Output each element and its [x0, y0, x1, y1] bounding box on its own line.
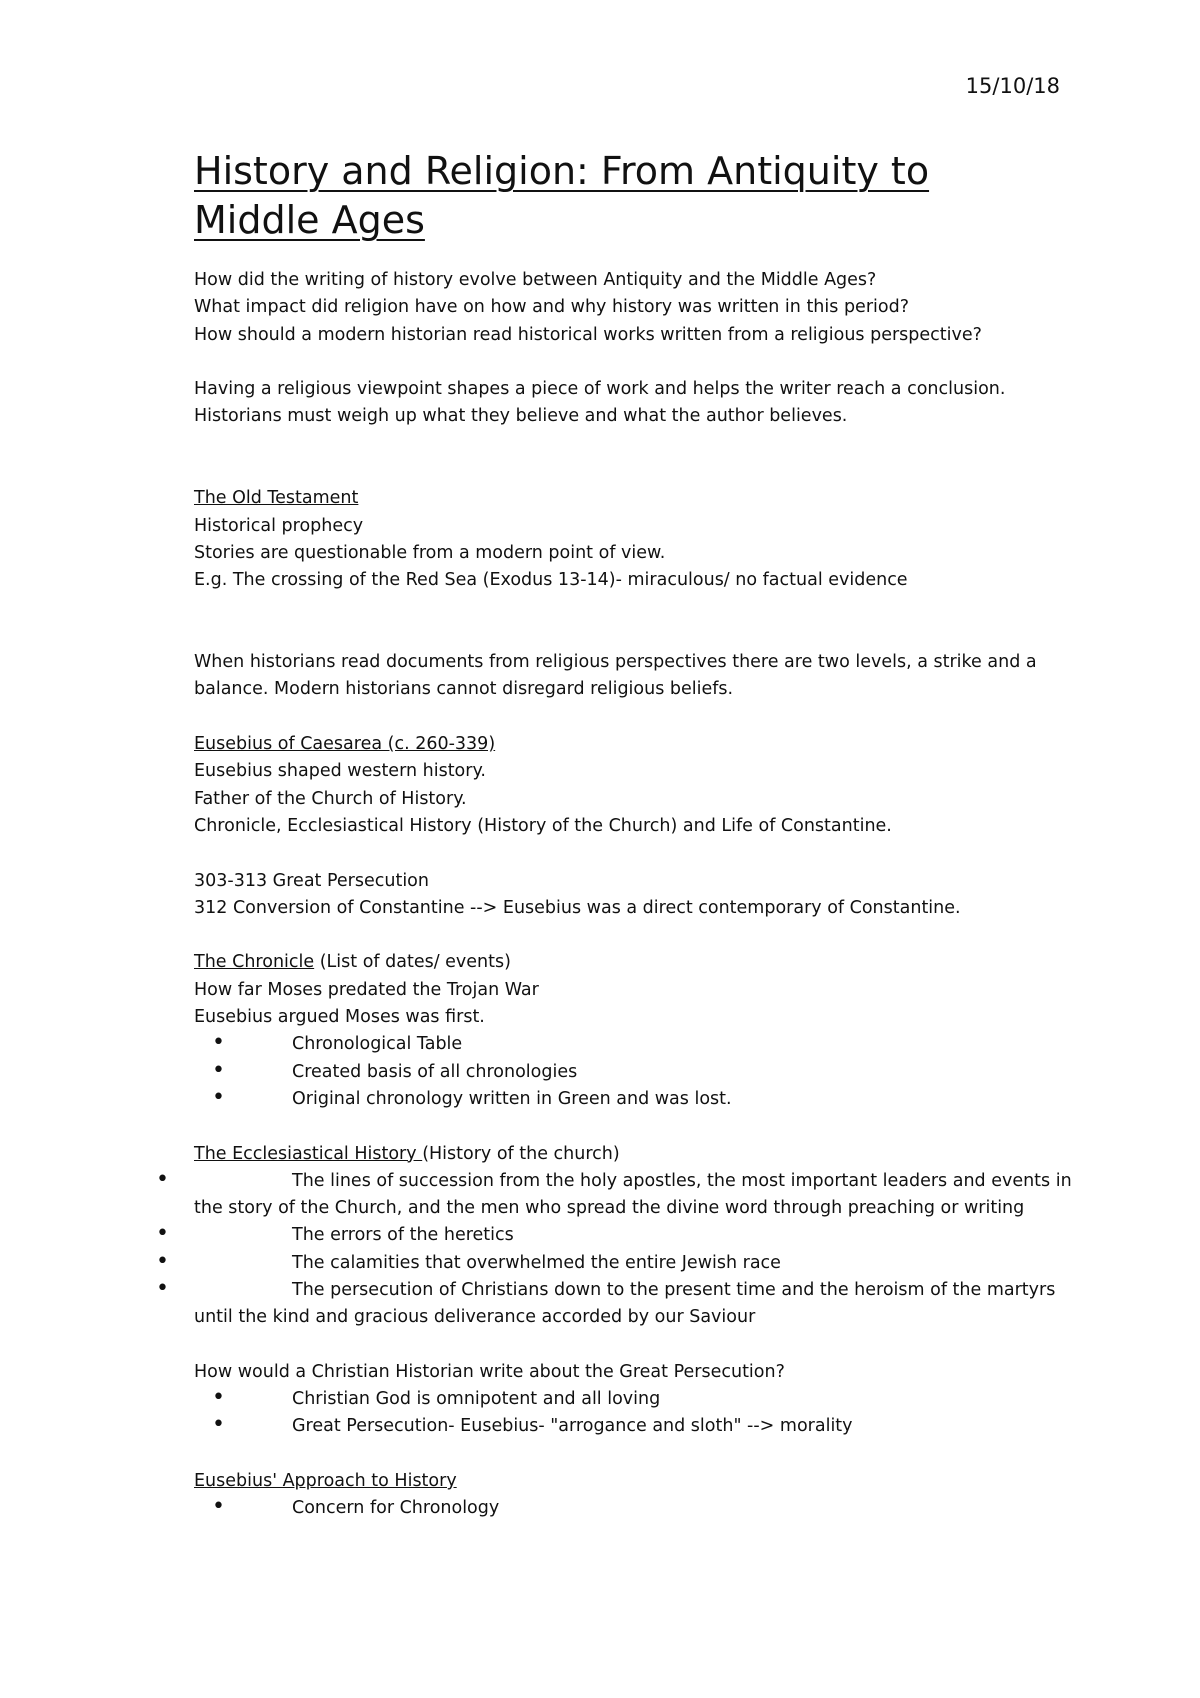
- bullet-item: • The lines of succession from the holy apostles, the most important leaders and events in the story of the Church, and the men who spread the divine word through preaching or writing: [194, 1168, 1074, 1223]
- old-testament-line: Historical prophecy: [194, 515, 364, 536]
- approach-bullet-list: [194, 1495, 1074, 1522]
- intro-question: How did the writing of history evolve between Antiquity and the Middle Ages?: [194, 270, 877, 290]
- chronicle-line: How far Moses predated the Trojan War: [194, 979, 539, 1000]
- ecclesiastical-heading-text: The Ecclesiastical History: [194, 1143, 423, 1164]
- eusebius-line: Chronicle, Ecclesiastical History (History of the Church) and Life of Constantine.: [194, 815, 892, 836]
- bullet-item: • Created basis of all chronologies: [194, 1059, 1074, 1086]
- ecclesiastical-heading-note: (History of the church): [422, 1143, 620, 1164]
- christian-historian-bullet-list: [194, 1386, 1074, 1441]
- document-date: 15/10/18: [965, 74, 1060, 98]
- bullet-item: • Great Persecution- Eusebius- "arrogance and sloth" --> morality: [194, 1413, 1074, 1440]
- date-line: 312 Conversion of Constantine --> Eusebius was a direct contemporary of Constantine.: [194, 897, 961, 918]
- date-line: 303-313 Great Persecution: [194, 870, 429, 891]
- section-heading-ecclesiastical: [194, 1141, 1074, 1168]
- bullet-item: • The persecution of Christians down to the present time and the heroism of the martyrs until the kind and gracious deliverance accorded by our Saviour: [194, 1277, 1074, 1332]
- intro-question: How should a modern historian read historical works written from a religious perspective?: [194, 324, 982, 345]
- bullet-item: • The errors of the heretics: [194, 1222, 1074, 1249]
- chronicle-line: Eusebius argued Moses was first.: [194, 1007, 485, 1028]
- bullet-item: • Original chronology written in Green and was lost.: [194, 1086, 1074, 1113]
- christian-historian-question: How would a Christian Historian write about the Great Persecution?: [194, 1361, 785, 1382]
- ecclesiastical-bullet-list: [194, 1168, 1074, 1332]
- viewpoint-line: Having a religious viewpoint shapes a piece of work and helps the writer reach a conclusion.: [194, 379, 1006, 400]
- bullet-item: • Christian God is omnipotent and all loving: [194, 1386, 1074, 1413]
- document-body: [194, 267, 1074, 1523]
- chronicle-heading-note: (List of dates/ events): [314, 952, 511, 973]
- chronicle-heading-text: The Chronicle: [194, 952, 315, 973]
- section-heading-eusebius: Eusebius of Caesarea (c. 260-339): [194, 734, 496, 755]
- levels-paragraph: When historians read documents from religious perspectives there are two levels, a strike and a balance. Modern historians cannot disregard religious beliefs.: [194, 652, 1037, 700]
- viewpoint-line: Historians must weigh up what they believe and what the author believes.: [194, 406, 848, 427]
- page-title: History and Religion: From Antiquity to Middle Ages: [194, 149, 930, 242]
- bullet-item: • The calamities that overwhelmed the entire Jewish race: [194, 1250, 1074, 1277]
- section-heading-chronicle: [194, 949, 1074, 976]
- bullet-item: • Concern for Chronology: [194, 1495, 1074, 1522]
- eusebius-line: Father of the Church of History.: [194, 788, 467, 809]
- section-heading-approach: Eusebius' Approach to History: [194, 1471, 457, 1492]
- eusebius-line: Eusebius shaped western history.: [194, 761, 486, 782]
- old-testament-line: E.g. The crossing of the Red Sea (Exodus 13-14)- miraculous/ no factual evidence: [194, 570, 908, 591]
- section-heading-old-testament: The Old Testament: [194, 488, 359, 509]
- chronicle-bullet-list: [194, 1031, 1074, 1113]
- intro-question: What impact did religion have on how and why history was written in this period?: [194, 297, 909, 318]
- old-testament-line: Stories are questionable from a modern point of view.: [194, 542, 666, 563]
- bullet-item: • Chronological Table: [194, 1031, 1074, 1058]
